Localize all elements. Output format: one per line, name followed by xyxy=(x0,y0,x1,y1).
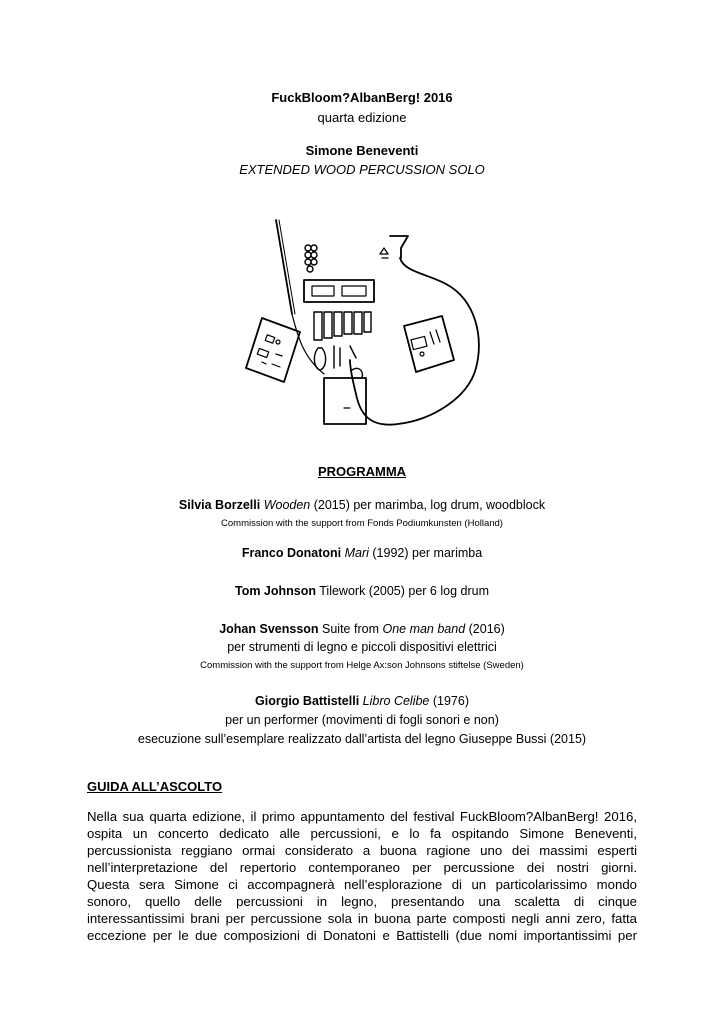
edition-label: quarta edizione xyxy=(317,110,407,125)
work-title: Mari xyxy=(344,546,369,560)
paragraph-line: nell’interpretazione del repertorio contemporaneo per percussione dei nostri giorni. xyxy=(87,860,637,875)
performer-name: Simone Beneventi xyxy=(305,143,419,158)
composer-name: Giorgio Battistelli xyxy=(255,694,360,708)
work-details: Tilework (2005) per 6 log drum xyxy=(316,584,489,598)
stage-setup-sketch xyxy=(232,218,494,436)
work-details: (2016) xyxy=(465,622,505,636)
concert-title: EXTENDED WOOD PERCUSSION SOLO xyxy=(239,162,485,177)
paragraph-line: Questa sera Simone ci accompagnerà nell’esplorazione di un particolarissimo mondo xyxy=(87,877,637,892)
commission-note-1: Commission with the support from Fonds Podiumkunsten (Holland) xyxy=(221,518,503,529)
program-item-3 xyxy=(0,584,724,598)
work-title: One man band xyxy=(382,622,466,636)
composer-name: Franco Donatoni xyxy=(241,546,342,560)
guida-paragraph xyxy=(87,808,637,944)
work-pre: Suite from xyxy=(318,622,383,636)
work-details: (1992) per marimba xyxy=(368,546,483,560)
program-item-5 xyxy=(0,694,724,708)
program-item-5-line2: per un performer (movimenti di fogli sonori e non) xyxy=(225,713,499,727)
program-item-4-line2: per strumenti di legno e piccoli dispositivi elettrici xyxy=(227,640,497,654)
work-title: Wooden xyxy=(263,498,311,512)
composer-name: Tom Johnson xyxy=(234,584,316,598)
festival-title: FuckBloom?AlbanBerg! 2016 xyxy=(271,90,453,105)
paragraph-line: Nella sua quarta edizione, il primo appuntamento del festival FuckBloom?AlbanBerg! 2016, xyxy=(87,809,637,824)
program-item-1 xyxy=(0,498,724,512)
program-item-2 xyxy=(0,546,724,560)
guida-heading: GUIDA ALL’ASCOLTO xyxy=(87,779,223,794)
composer-name: Johan Svensson xyxy=(219,622,319,636)
composer-name: Silvia Borzelli xyxy=(178,498,261,512)
programma-heading: PROGRAMMA xyxy=(317,464,407,479)
paragraph-line: eccezione per le due composizioni di Donatoni e Battistelli (due nomi importantissimi per xyxy=(87,928,637,943)
work-title: Libro Celibe xyxy=(362,694,430,708)
paragraph-line: sonoro, quello delle percussioni in legno, presentando una scaletta di cinque xyxy=(87,894,637,909)
paragraph-line: ospita un concerto dedicato alle percussioni, e lo fa ospitando Simone Beneventi, xyxy=(87,826,637,841)
program-item-5-line3: esecuzione sull’esemplare realizzato dall’artista del legno Giuseppe Bussi (2015) xyxy=(137,732,587,746)
commission-note-4: Commission with the support from Helge Ax:son Johnsons stiftelse (Sweden) xyxy=(200,660,524,671)
work-details: (2015) per marimba, log drum, woodblock xyxy=(310,498,546,512)
paragraph-line: percussionista reggiano ormai considerato a buona ragione uno dei massimi esperti xyxy=(87,843,637,858)
work-details: (1976) xyxy=(429,694,469,708)
program-item-4 xyxy=(0,622,724,636)
paragraph-line: interessantissimi brani per percussione sola in buona parte composti negli anni zero, fatta xyxy=(87,911,637,926)
